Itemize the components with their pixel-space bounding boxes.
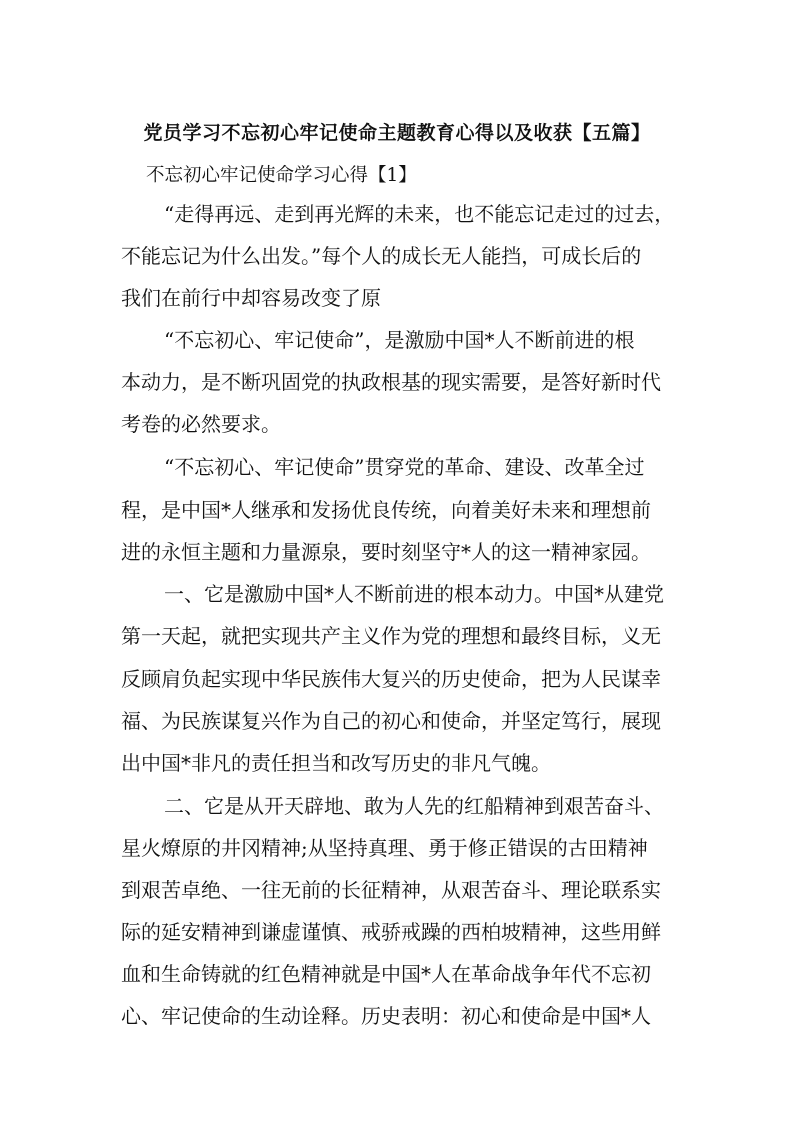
paragraph-line: 福、为民族谋复兴作为自己的初心和使命，并坚定笃行，展现 <box>121 709 661 733</box>
paragraph-line: 一、它是激励中国*人不断前进的根本动力。中国*从建党 <box>164 582 664 606</box>
paragraph-line: 际的延安精神到谦虚谨慎、戒骄戒躁的西柏坡精神，这些用鲜 <box>121 920 661 944</box>
paragraph-line: 心、牢记使命的生动诠释。历史表明：初心和使命是中国*人 <box>121 1004 651 1028</box>
paragraph-line: 二、它是从开天辟地、敢为人先的红船精神到艰苦奋斗、 <box>164 794 664 818</box>
document-title: 党员学习不忘初心牢记使命主题教育心得以及收获【五篇】 <box>143 122 651 144</box>
paragraph-line: 程，是中国*人继承和发扬优良传统，向着美好未来和理想前 <box>121 498 651 522</box>
paragraph-line: “不忘初心、牢记使命”贯穿党的革命、建设、改革全过 <box>164 455 645 479</box>
paragraph-line: 考卷的必然要求。 <box>121 412 281 436</box>
paragraph-line: “不忘初心、牢记使命”，是激励中国*人不断前进的根 <box>164 328 635 352</box>
paragraph-line: 星火燎原的井冈精神;从坚持真理、勇于修正错误的古田精神 <box>121 836 648 860</box>
paragraph-line: 出中国*非凡的责任担当和改写历史的非凡气魄。 <box>121 751 551 775</box>
paragraph-line: “走得再远、走到再光辉的未来，也不能忘记走过的过去， <box>164 202 675 226</box>
paragraph-line: 不能忘记为什么出发。”每个人的成长无人能挡，可成长后的 <box>121 244 642 268</box>
paragraph-line: 我们在前行中却容易改变了原 <box>121 286 381 310</box>
section-heading: 不忘初心牢记使命学习心得【1】 <box>146 165 417 186</box>
paragraph-line: 第一天起，就把实现共产主义作为党的理想和最终目标，义无 <box>121 624 661 648</box>
paragraph-line: 到艰苦卓绝、一往无前的长征精神，从艰苦奋斗、理论联系实 <box>121 878 661 902</box>
paragraph-line: 反顾肩负起实现中华民族伟大复兴的历史使命，把为人民谋幸 <box>121 667 661 691</box>
paragraph-line: 本动力，是不断巩固党的执政根基的现实需要，是答好新时代 <box>121 370 661 394</box>
paragraph-line: 血和生命铸就的红色精神就是中国*人在革命战争年代不忘初 <box>121 962 651 986</box>
paragraph-line: 进的永恒主题和力量源泉，要时刻坚守*人的这一精神家园。 <box>121 540 651 564</box>
